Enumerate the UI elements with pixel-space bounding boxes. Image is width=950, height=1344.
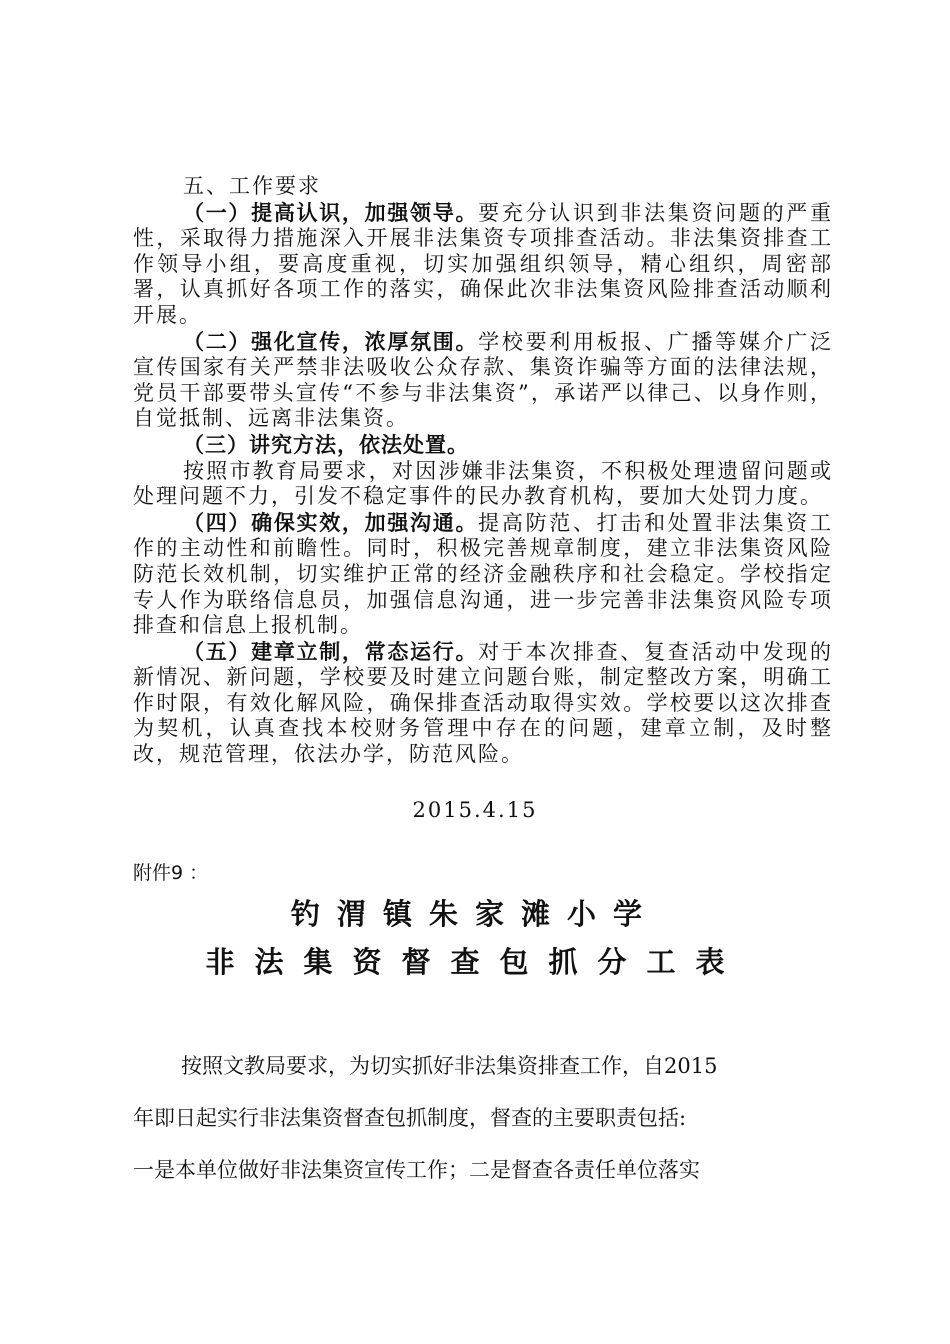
intro-line-2: 年即日起实行非法集资督查包抓制度，督查的主要职责包括: — [133, 1106, 687, 1130]
item-lead: （二）强化宣传，浓厚氛围。 — [183, 328, 479, 354]
item-lead: （四）确保实效，加强沟通。 — [183, 509, 479, 535]
item-lead: （一）提高认识，加强领导。 — [183, 199, 479, 225]
item-lead: （五）建章立制，常态运行。 — [183, 638, 479, 664]
section-heading: 五、工作要求 — [183, 174, 321, 198]
work-requirements-section — [133, 174, 833, 768]
requirement-item-3 — [133, 432, 833, 459]
requirement-item-5 — [133, 639, 833, 768]
annex-label: 附件9 ： — [133, 862, 209, 884]
requirement-item-2 — [133, 329, 833, 432]
item-text: 提高防范、打击和处置非法集资工作的主动性和前瞻性。同时，积极完善规章制度，建立非法集资风险防范长效机制，切实维护正常的经济金融秩序和社会稳定。学校指定专人作为联络信息员，加强信息沟通，进一步完善非法集资风险专项排查和信息上报机制。 — [133, 510, 834, 638]
item-text: 对于本次排查、复查活动中发现的新情况、新问题，学校要及时建立问题台账，制定整改方案，明确工作时限，有效化解风险，确保排查活动取得实效。学校要以这次排查为契机，认真查找本校财务管理中存在的问题，建章立制，及时整改，规范管理，依法办学，防范风险。 — [133, 639, 834, 767]
requirement-item-1 — [133, 200, 833, 329]
requirement-item-3-body: 按照市教育局要求，对因涉嫌非法集资，不积极处理遗留问题或处理问题不力，引发不稳定事件的民办教育机构，要加大处罚力度。 — [133, 458, 833, 509]
table-title: 非法集资督查包抓分工表 — [205, 945, 745, 979]
requirement-item-4 — [133, 510, 833, 639]
item-text: 要充分认识到非法集资问题的严重性，采取得力措施深入开展非法集资专项排查活动。非法集资排查工作领导小组，要高度重视，切实加强组织领导，精心组织，周密部署，认真抓好各项工作的落实，确保此次非法集资风险排查活动顺利开展。 — [133, 200, 834, 327]
intro-line-1: 按照文教局要求，为切实抓好非法集资排查工作，自2015 — [181, 1054, 718, 1078]
item-lead: （三）讲究方法，依法处置。 — [183, 431, 469, 457]
intro-line-3: 一是本单位做好非法集资宣传工作；二是督查各责任单位落实 — [133, 1158, 700, 1182]
school-title: 钓渭镇朱家滩小学 — [290, 897, 659, 931]
document-date: 2015.4.15 — [412, 798, 538, 822]
intro-paragraph — [133, 1040, 823, 1196]
item-text: 学校要利用板报、广播等媒介广泛宣传国家有关严禁非法吸收公众存款、集资诈骗等方面的法律法规，党员干部要带头宣传“不参与非法集资”，承诺严以律己、以身作则，自觉抵制、远离非法集资。 — [133, 329, 834, 431]
